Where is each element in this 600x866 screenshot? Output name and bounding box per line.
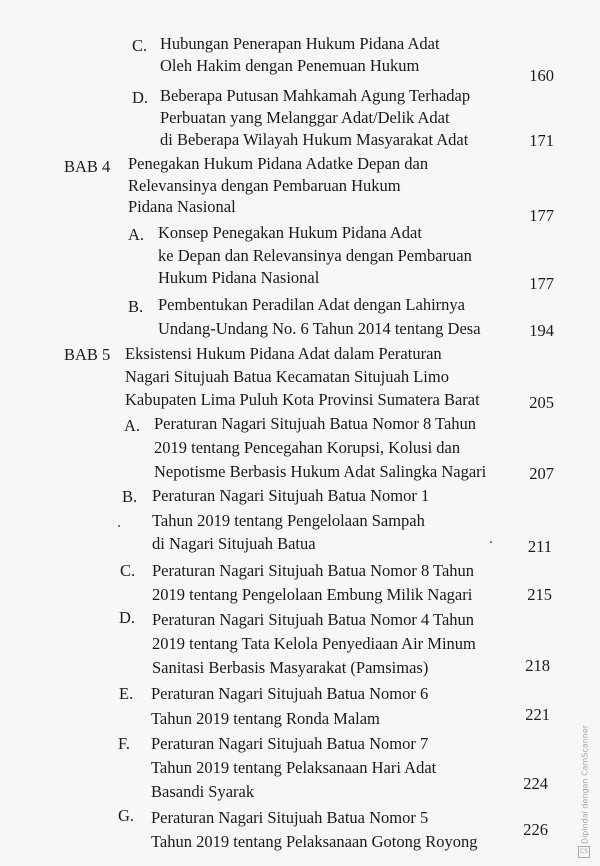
toc-entry-line: Penegakan Hukum Pidana Adatke Depan dan <box>128 154 429 173</box>
toc-entry-line: Pidana Nasional <box>128 197 236 216</box>
toc-entry-line: Nepotisme Berbasis Hukum Adat Salingka Nagari <box>154 462 487 481</box>
toc-entry-line: Peraturan Nagari Situjuah Batua Nomor 6 <box>151 684 429 703</box>
toc-entry-page: 207 <box>529 464 554 483</box>
toc-entry-page: 160 <box>529 66 554 85</box>
toc-entry-line: Beberapa Putusan Mahkamah Agung Terhadap <box>160 86 471 105</box>
toc-entry-line: 2019 tentang Pengelolaan Embung Milik Nagari <box>152 585 473 604</box>
toc-entry-page: 226 <box>523 820 548 839</box>
toc-entry-page: 215 <box>527 585 552 604</box>
toc-entry-page: 171 <box>529 131 554 150</box>
toc-entry-label: D. <box>132 88 149 107</box>
toc-entry-line: di Nagari Situjuah Batua <box>152 534 316 553</box>
toc-entry-line: Relevansinya dengan Pembaruan Hukum <box>128 176 401 195</box>
toc-entry-line: Kabupaten Lima Puluh Kota Provinsi Sumatera Barat <box>125 390 480 409</box>
toc-entry-line: Basandi Syarak <box>151 782 255 801</box>
toc-entry-page: 221 <box>525 705 550 724</box>
scan-speck <box>118 525 120 527</box>
toc-entry-line: Eksistensi Hukum Pidana Adat dalam Peraturan <box>125 344 442 363</box>
toc-entry-page: 177 <box>529 274 554 293</box>
toc-entry-label: F. <box>118 734 130 753</box>
toc-entry-line: Undang-Undang No. 6 Tahun 2014 tentang Desa <box>158 319 481 338</box>
toc-entry-line: Hukum Pidana Nasional <box>158 268 320 287</box>
toc-entry-label: C. <box>120 561 136 580</box>
toc-entry-line: Tahun 2019 tentang Pelaksanaan Hari Adat <box>151 758 437 777</box>
toc-chapter-label: BAB 4 <box>64 157 111 176</box>
toc-entry-line: Peraturan Nagari Situjuah Batua Nomor 8 Tahun <box>152 561 475 580</box>
toc-entry-line: ke Depan dan Relevansinya dengan Pembaruan <box>158 246 472 265</box>
toc-entry-line: 2019 tentang Tata Kelola Penyediaan Air Minum <box>152 634 476 653</box>
toc-entry-label: B. <box>122 487 138 506</box>
toc-entry-line: di Beberapa Wilayah Hukum Masyarakat Adat <box>160 130 469 149</box>
toc-entry-line: Konsep Penegakan Hukum Pidana Adat <box>158 223 422 242</box>
toc-entry-line: Peraturan Nagari Situjuah Batua Nomor 8 Tahun <box>154 414 477 433</box>
toc-entry-page: 194 <box>529 321 554 340</box>
toc-entry-line: Tahun 2019 tentang Pelaksanaan Gotong Royong <box>151 832 478 851</box>
toc-entry-page: 218 <box>525 656 550 675</box>
toc-entry-label: D. <box>119 608 136 627</box>
scanner-watermark <box>575 720 595 860</box>
toc-entry-page: 205 <box>529 393 554 412</box>
toc-entry-label: B. <box>128 297 144 316</box>
toc-entry-line: Nagari Situjuah Batua Kecamatan Situjuah Limo <box>125 367 449 386</box>
toc-entry-page: 177 <box>529 206 554 225</box>
toc-entry-line: Tahun 2019 tentang Ronda Malam <box>151 709 380 728</box>
watermark-text: Dipindai dengan CamScanner <box>580 724 590 845</box>
toc-entry-line: Peraturan Nagari Situjuah Batua Nomor 5 <box>151 808 429 827</box>
toc-entry-line: 2019 tentang Pencegahan Korupsi, Kolusi dan <box>154 438 461 457</box>
toc-entry-line: Peraturan Nagari Situjuah Batua Nomor 4 Tahun <box>152 610 475 629</box>
toc-chapter-label: BAB 5 <box>64 345 111 364</box>
toc-entry-line: Peraturan Nagari Situjuah Batua Nomor 7 <box>151 734 429 753</box>
camscanner-icon: CS <box>578 846 590 858</box>
toc-entry-label: A. <box>124 416 141 435</box>
toc-entry-page: 211 <box>527 537 552 556</box>
toc-entry-line: Sanitasi Berbasis Masyarakat (Pamsimas) <box>152 658 429 677</box>
toc-entry-label: C. <box>132 36 148 55</box>
toc-entry-line: Hubungan Penerapan Hukum Pidana Adat <box>160 34 440 53</box>
toc-entry-line: Peraturan Nagari Situjuah Batua Nomor 1 <box>152 486 430 505</box>
toc-entry-line: Tahun 2019 tentang Pengelolaan Sampah <box>152 511 425 530</box>
toc-entry-label: G. <box>118 806 135 825</box>
toc-entry-line: Perbuatan yang Melanggar Adat/Delik Adat <box>160 108 450 127</box>
toc-entry-line: Pembentukan Peradilan Adat dengan Lahirnya <box>158 295 465 314</box>
toc-entry-label: E. <box>119 684 134 703</box>
scan-speck <box>490 541 492 543</box>
toc-entry-label: A. <box>128 225 145 244</box>
toc-entry-page: 224 <box>523 774 548 793</box>
toc-entry-line: Oleh Hakim dengan Penemuan Hukum <box>160 56 420 75</box>
